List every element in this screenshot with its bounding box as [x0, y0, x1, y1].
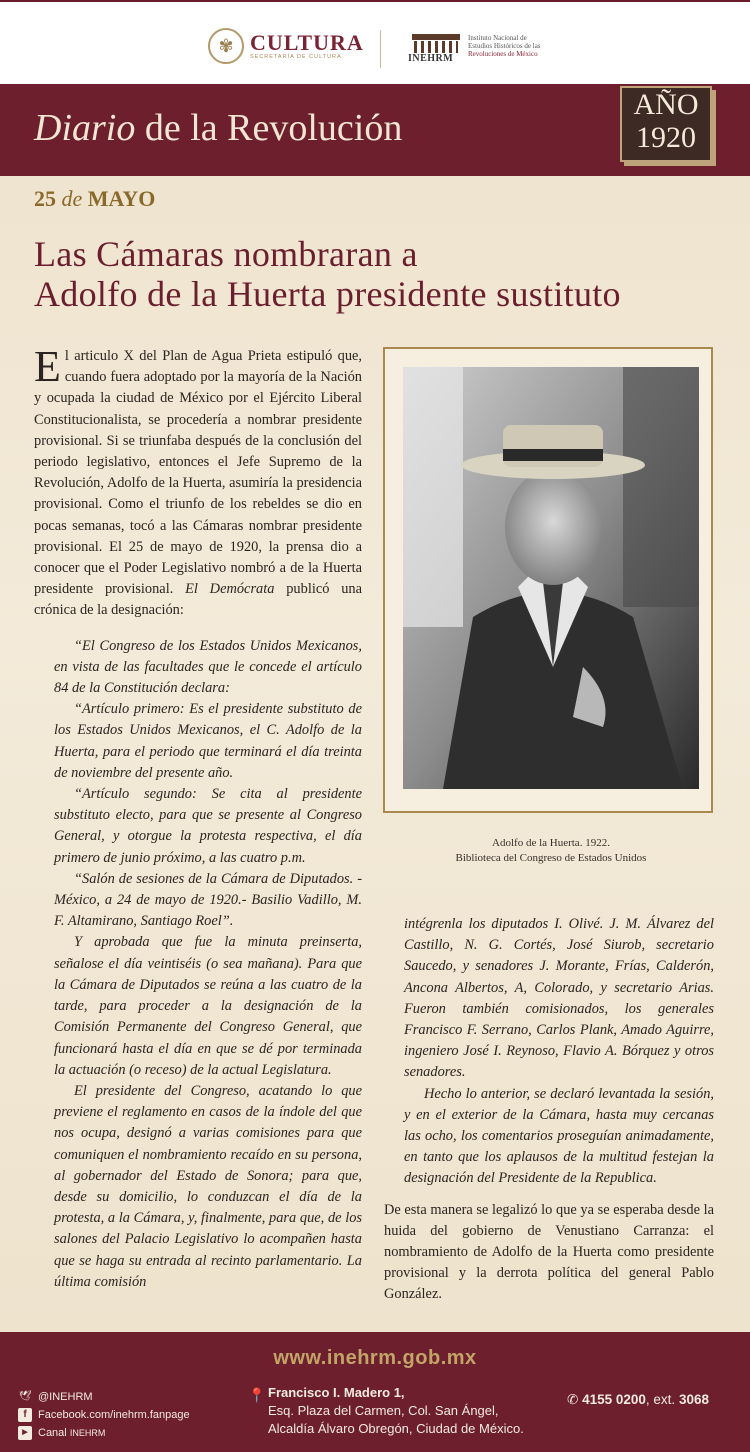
- title-rest: de la Revolución: [135, 107, 403, 149]
- phone-ext-label: , ext.: [645, 1392, 676, 1407]
- cultura-wordmark: CULTURA: [250, 30, 364, 55]
- inehrm-line: Estudios Históricos de las: [468, 42, 541, 50]
- twitter-icon: 🕊: [18, 1391, 32, 1402]
- closing-paragraph: De esta manera se legalizó lo que ya se esperaba desde la huida del gobierno de Venustiano Carranza: el nombramiento de Adolfo de la Huerta como presidente provisional y la derrota política del general Pablo González.: [384, 1201, 714, 1303]
- date-day: 25: [34, 186, 56, 211]
- youtube-link[interactable]: [18, 1424, 190, 1442]
- year-badge: [620, 86, 712, 162]
- caption-line: Biblioteca del Congreso de Estados Unidos: [455, 852, 647, 864]
- address-block: [248, 1384, 524, 1438]
- website-link[interactable]: www.inehrm.gob.mx: [273, 1347, 477, 1369]
- caption-line: Adolfo de la Huerta. 1922.: [492, 837, 610, 849]
- address-line: Esq. Plaza del Carmen, Col. San Ángel,: [268, 1403, 499, 1418]
- photo-caption: [383, 836, 719, 866]
- phone-extension: 3068: [678, 1392, 709, 1407]
- intro-end: publicó una crónica de la designación:: [34, 581, 362, 619]
- facebook-link[interactable]: [18, 1406, 190, 1424]
- facebook-url: Facebook.com/inehrm.fanpage: [38, 1409, 190, 1421]
- eagle-seal-icon: ✾: [208, 28, 244, 64]
- inehrm-wordmark: INEHRM: [408, 53, 454, 64]
- quote-paragraph: Hecho lo anterior, se declaró levantada la sesión, y en el exterior de la Cámara, hasta muy cercanas las ocho, los comentarios proseguían animadamente, en tanto que los aplausos de la multitud festejan la designación del Presidente de la Republica.: [404, 1085, 714, 1187]
- headline: [34, 234, 734, 314]
- location-pin-icon: 📍: [248, 1387, 266, 1403]
- intro-paragraph: [34, 342, 362, 622]
- year-label: AÑO: [633, 88, 699, 121]
- twitter-handle: @INEHRM: [38, 1391, 93, 1403]
- portrait-photo[interactable]: [403, 367, 699, 789]
- youtube-channel: INEHRM: [69, 1428, 106, 1438]
- inehrm-logo[interactable]: [408, 34, 541, 64]
- logo-divider: [380, 30, 381, 68]
- inehrm-line: Revoluciones de México: [468, 50, 538, 58]
- headline-line: Las Cámaras nombraran a: [34, 234, 418, 274]
- top-header: [0, 0, 750, 84]
- quote-paragraph: intégrenla los diputados I. Olivé. J. M. Álvarez del Castillo, N. G. Cortés, José Siurob, secretario Saucedo, y senadores J. Morante, Frías, Calderón, Ancona Albertos, A, Colorado, y secretario Arias. Fueron también comisionados, los generales Francisco F. Serrano, Carlos Plank, Amado Aguirre, ingeniero José I. Reynoso, Flavio A. Bórquez y otros senadores.: [404, 916, 714, 1081]
- twitter-link[interactable]: [18, 1388, 190, 1406]
- address-line: Francisco I. Madero 1,: [268, 1385, 405, 1400]
- footer: [0, 1332, 750, 1452]
- newspaper-name: El Demócrata: [185, 581, 275, 598]
- quote-paragraph: “Salón de sesiones de la Cámara de Diputados. - México, a 24 de mayo de 1920.- Basilio Vadillo, M. F. Altamirano, Santiago Roel”.: [54, 870, 362, 930]
- youtube-icon: ▶: [18, 1426, 32, 1440]
- building-icon: [408, 34, 464, 64]
- social-links: [18, 1388, 190, 1442]
- article-date: [34, 186, 155, 212]
- cultura-subtitle: SECRETARÍA DE CULTURA: [250, 54, 342, 60]
- quote-paragraph: “Artículo primero: Es el presidente substituto de los Estados Unidos Mexicanos, el C. Adolfo de la Huerta, para el periodo que terminará el día treinta de noviembre del presente año.: [54, 701, 362, 781]
- headline-line: Adolfo de la Huerta presidente sustituto: [34, 274, 621, 314]
- year-value: 1920: [636, 121, 696, 154]
- quote-paragraph: Y aprobada que fue la minuta preinserta, señalose el día veintiséis (o sea mañana). Para que la Cámara de Diputados se reúna a las cuatro de la tarde, para proceder a la designación de la Comisión Permanente del Congreso General, que funcionará hasta el día en que se dé por terminada la actuación (o receso) de la actual Legislatura.: [54, 934, 362, 1078]
- quote-paragraph: “El Congreso de los Estados Unidos Mexicanos, en vista de las facultades que le concede el artículo 84 de la Constitución declara:: [54, 637, 362, 697]
- intro-text: l articulo X del Plan de Agua Prieta estipuló que, cuando fuera adoptado por la mayoría de la Nación y ocupada la ciudad de México por el Ejército Liberal Constitucionalista, se procedería a nombrar presidente provisional. Si se triunfaba después de la conclusión del periodo legislativo, entonces el Jefe Supremo de la Revolución, Adolfo de la Huerta, asumiría la presidencia provisional. Como el triunfo de los rebeldes se dio en pocas semanas, tocó a las Cámaras nombrar presidente provisional. El 25 de mayo de 1920, la prensa dio a conocer que el Poder Legislativo nombró a de la Huerta presidente provisional.: [34, 348, 362, 598]
- date-de: de: [61, 186, 83, 211]
- quote-paragraph: “Artículo segundo: Se cita al presidente substituto electo, para que se presente al Congreso General, y otorgue la protesta respectiva, el día primero de junio próximo, a las cuatro p.m.: [54, 786, 362, 866]
- dropcap: E: [34, 342, 61, 391]
- quote-block-continued: [384, 914, 714, 1190]
- phone-number: 4155 0200: [582, 1392, 646, 1407]
- title-italic: Diario: [34, 107, 136, 149]
- quote-paragraph: El presidente del Congreso, acatando lo que previene el reglamento en casos de la índole del que nos ocupa, designó a varias comisiones para que comuniquen el nombramiento recaído en su persona, al gobernador del Estado de Sonora; para que, desde su domicilio, lo conduzcan el día de la protesta, a la Cámara, y, finalmente, para que, de los salones del Palacio Legislativo lo acompañen hasta que se haga su entrada al recinto parlamentario. La última comisión: [54, 1082, 362, 1290]
- cultura-logo[interactable]: [208, 28, 364, 64]
- portrait-illustration: [403, 367, 699, 789]
- left-column: [34, 342, 362, 1293]
- address-line: Alcaldía Álvaro Obregón, Ciudad de México.: [268, 1421, 524, 1436]
- right-column: [384, 914, 714, 1306]
- youtube-prefix: Canal: [38, 1427, 67, 1439]
- facebook-icon: f: [18, 1408, 32, 1422]
- phone-icon: ✆: [567, 1392, 579, 1407]
- date-month: MAYO: [87, 186, 156, 211]
- inehrm-line: Instituto Nacional de: [468, 34, 527, 42]
- quote-block: [34, 636, 362, 1293]
- publication-title: [34, 106, 402, 150]
- phone-contact[interactable]: [567, 1392, 709, 1408]
